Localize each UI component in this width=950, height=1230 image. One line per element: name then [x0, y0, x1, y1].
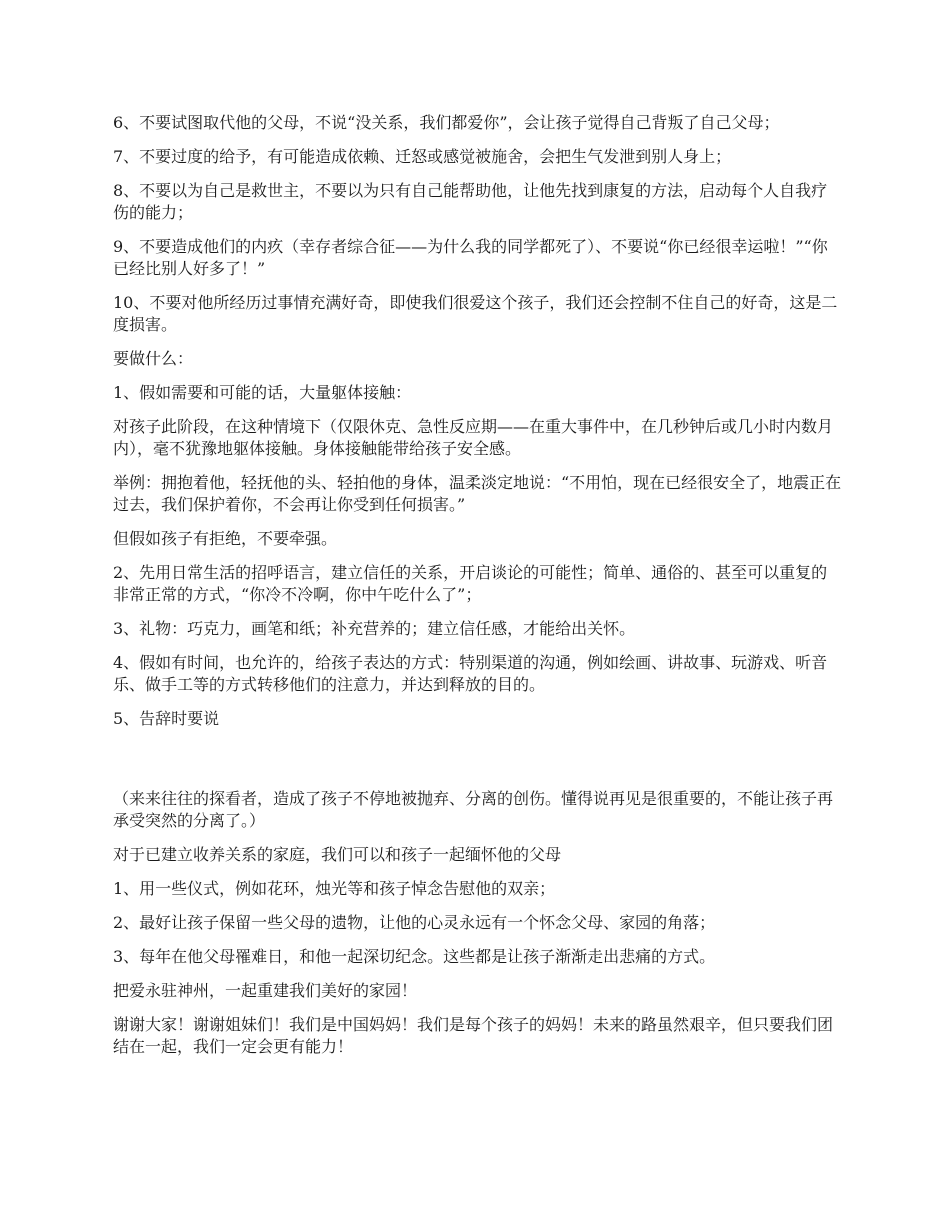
paragraph-closing-thanks: 谢谢大家！谢谢姐妹们！我们是中国妈妈！我们是每个孩子的妈妈！未来的路虽然艰辛，但只要我们团结在一起，我们一定会更有能力！ — [113, 1015, 834, 1056]
paragraph-remember-2: 2、最好让孩子保留一些父母的遗物，让他的心灵永远有一个怀念父母、家园的角落； — [113, 913, 716, 932]
blank-gap — [113, 742, 843, 788]
paragraph-do-5: 5、告辞时要说 — [113, 709, 220, 728]
paragraph-remember-3: 3、每年在他父母罹难日，和他一起深切纪念。这些都是让孩子渐渐走出悲痛的方式。 — [113, 947, 716, 966]
paragraph-body-contact: 对孩子此阶段，在这种情境下（仅限休克、急性反应期——在重大事件中，在几秒钟后或几小时内数月内），毫不犹豫地躯体接触。身体接触能带给孩子安全感。 — [113, 417, 834, 458]
paragraph-do-3: 3、礼物：巧克力，画笔和纸；补充营养的；建立信任感，才能给出关怀。 — [113, 619, 636, 638]
paragraph-dont-6: 6、不要试图取代他的父母，不说“没关系，我们都爱你”，会让孩子觉得自己背叛了自己父母； — [113, 113, 780, 132]
paragraph-goodbye-note: （来来往往的探看者，造成了孩子不停地被抛弃、分离的创伤。懂得说再见是很重要的，不能让孩子再承受突然的分离了。） — [113, 789, 834, 830]
paragraph-dont-9: 9、不要造成他们的内疚（幸存者综合征——为什么我的同学都死了）、不要说“你已经很幸运啦！”“你已经比别人好多了！” — [113, 237, 828, 278]
paragraph-rebuild-home: 把爱永驻神州，一起重建我们美好的家园！ — [113, 981, 418, 1000]
paragraph-do-2: 2、先用日常生活的招呼语言，建立信任的关系，开启谈论的可能性；简单、通俗的、甚至可以重复的非常正常的方式，“你冷不冷啊，你中午吃什么了”； — [113, 563, 828, 604]
paragraph-dont-7: 7、不要过度的给予，有可能造成依赖、迁怒或感觉被施舍，会把生气发泄到别人身上； — [113, 147, 732, 166]
paragraph-example: 举例：拥抱着他，轻抚他的头、轻拍他的身体，温柔淡定地说：“不用怕，现在已经很安全了，地震正在过去，我们保护着你，不会再让你受到任何损害。” — [113, 473, 842, 514]
paragraph-do-1: 1、假如需要和可能的话，大量躯体接触： — [113, 383, 412, 402]
section-heading-what-to-do: 要做什么： — [113, 349, 194, 368]
paragraph-dont-10: 10、不要对他所经历过事情充满好奇，即使我们很爱这个孩子，我们还会控制不住自己的好奇，这是二度损害。 — [113, 293, 838, 334]
paragraph-remember-1: 1、用一些仪式，例如花环，烛光等和孩子悼念告慰他的双亲； — [113, 879, 556, 898]
paragraph-refusal: 但假如孩子有拒绝，不要牵强。 — [113, 529, 338, 548]
paragraph-dont-8: 8、不要以为自己是救世主，不要以为只有自己能帮助他，让他先找到康复的方法，启动每个人自我疗伤的能力； — [113, 181, 828, 222]
paragraph-do-4: 4、假如有时间，也允许的，给孩子表达的方式：特别渠道的沟通，例如绘画、讲故事、玩游戏、听音乐、做手工等的方式转移他们的注意力，并达到释放的目的。 — [113, 653, 828, 694]
paragraph-adoptive-families: 对于已建立收养关系的家庭，我们可以和孩子一起缅怀他的父母 — [113, 845, 562, 864]
document-page — [113, 112, 843, 1070]
